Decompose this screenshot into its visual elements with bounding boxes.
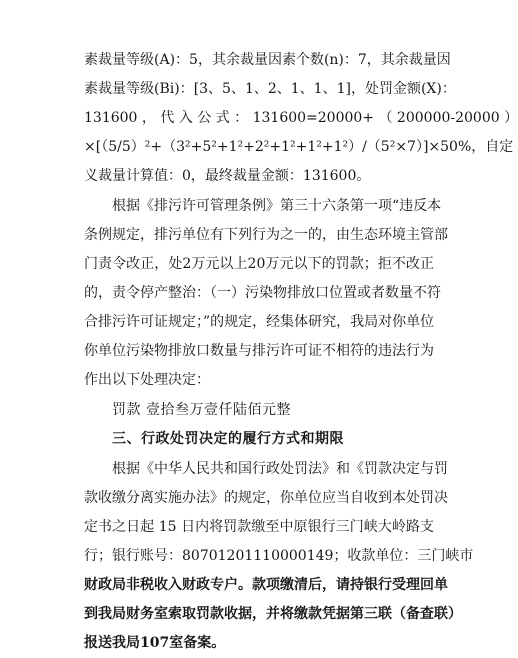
calc-line-1: 素裁量等级(A)：5，其余裁量因素个数(n)：7，其余裁量因 xyxy=(84,52,451,68)
basis-line-5: 合排污许可证规定；”的规定，经集体研究，我局对你单位 xyxy=(84,314,435,330)
payment-line-2: 款收缴分离实施办法》的规定，你单位应当自收到本处罚决 xyxy=(84,490,448,506)
basis-line-3: 门责令改正，处2万元以上20万元以下的罚款；拒不改正 xyxy=(84,256,434,272)
calc-line-5: 义裁量计算值：0，最终裁量金额：131600。 xyxy=(84,168,371,184)
penalty-amount: 罚款 壹拾叁万壹仟陆佰元整 xyxy=(112,402,291,418)
section-3-heading: 三、行政处罚决定的履行方式和期限 xyxy=(112,431,344,447)
basis-line-6: 你单位污染物排放口数量与排污许可证不相符的违法行为 xyxy=(84,343,434,359)
payment-line-1: 根据《中华人民共和国行政处罚法》和《罚款决定与罚 xyxy=(112,461,448,477)
payment-line-5: 财政局非税收入财政专户。款项缴清后，请持银行受理回单 xyxy=(84,577,448,593)
basis-line-2: 条例规定，排污单位有下列行为之一的，由生态环境主管部 xyxy=(84,227,448,243)
basis-line-7: 作出以下处理决定： xyxy=(84,372,210,388)
payment-line-4: 行；银行账号：80701201110000149；收款单位：三门峡市 xyxy=(84,548,474,564)
calc-line-4: ×[（5/5）²+（3²+5²+1²+2²+1²+1²+1²）/（5²×7）]×50%，自定 xyxy=(84,139,514,155)
basis-line-4: 的，责令停产整治：（一）污染物排放口位置或者数量不符 xyxy=(84,285,441,301)
calc-line-2: 素裁量等级(Bi)：[3、5、1、2、1、1、1]，处罚金额(X)： xyxy=(84,81,456,97)
payment-line-7: 报送我局107室备案。 xyxy=(84,635,226,651)
payment-line-6: 到我局财务室索取罚款收据，并将缴款凭据第三联（备查联） xyxy=(84,606,462,622)
payment-line-3: 定书之日起 15 日内将罚款缴至中原银行三门峡大岭路支 xyxy=(84,519,434,535)
calc-line-3: 131600 ， 代 入 公 式 ： 131600=20000+ （ 200000-20000 ） xyxy=(84,110,518,126)
basis-line-1: 根据《排污许可管理条例》第三十六条第一项“违反本 xyxy=(112,198,442,214)
